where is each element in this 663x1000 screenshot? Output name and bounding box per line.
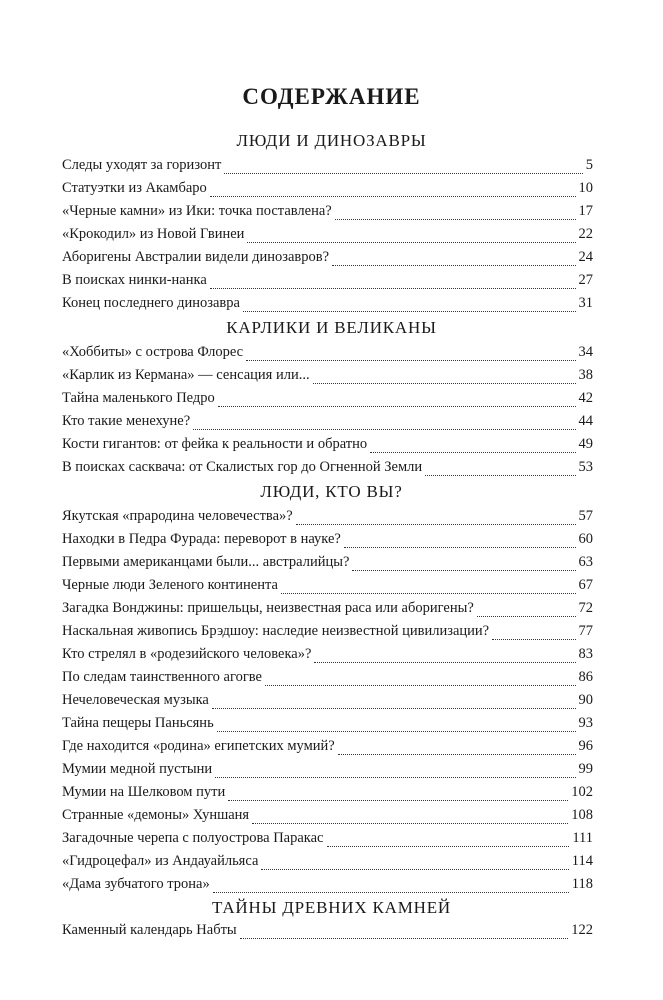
dot-leader <box>246 360 575 361</box>
dot-leader <box>332 265 575 266</box>
page-title: СОДЕРЖАНИЕ <box>242 84 421 109</box>
entry-page: 96 <box>578 738 593 754</box>
dot-leader <box>217 731 576 732</box>
entry-page: 31 <box>578 295 593 311</box>
entry-page: 49 <box>578 436 593 452</box>
entry-title: Первыми американцами были... австралийцы? <box>62 554 350 570</box>
toc-entry[interactable] <box>62 830 593 852</box>
entry-title: Аборигены Австралии видели динозавров? <box>62 249 330 265</box>
entry-page: 122 <box>571 922 593 938</box>
entry-page: 83 <box>578 646 593 662</box>
toc-entry[interactable] <box>62 436 593 458</box>
entry-page: 60 <box>578 531 593 547</box>
toc-entry[interactable] <box>62 600 593 622</box>
entry-title: Следы уходят за горизонт <box>62 157 222 173</box>
entry-title: Нечеловеческая музыка <box>62 692 209 708</box>
entry-page: 77 <box>578 623 593 639</box>
dot-leader <box>296 524 576 525</box>
dot-leader <box>477 616 576 617</box>
entry-title: В поисках нинки-нанка <box>62 272 207 288</box>
entry-page: 53 <box>578 459 593 475</box>
entry-title: Тайна маленького Педро <box>62 390 215 406</box>
entry-page: 102 <box>571 784 593 800</box>
toc-entry[interactable] <box>62 715 593 737</box>
entry-page: 67 <box>578 577 593 593</box>
dot-leader <box>212 708 576 709</box>
entry-page: 42 <box>578 390 593 406</box>
toc-entry[interactable] <box>62 295 593 317</box>
toc-entry[interactable] <box>62 577 593 599</box>
toc-entry[interactable] <box>62 738 593 760</box>
toc-entry[interactable] <box>62 390 593 412</box>
entry-title: Кости гигантов: от фейка к реальности и обратно <box>62 436 368 452</box>
dot-leader <box>261 869 568 870</box>
dot-leader <box>210 196 576 197</box>
dot-leader <box>265 685 576 686</box>
dot-leader <box>210 288 576 289</box>
entry-title: «Карлик из Кермана» — сенсация или... <box>62 367 310 383</box>
entry-page: 86 <box>578 669 593 685</box>
entry-title: «Черные камни» из Ики: точка поставлена? <box>62 203 332 219</box>
dot-leader <box>344 547 576 548</box>
dot-leader <box>247 242 575 243</box>
entry-page: 22 <box>578 226 593 242</box>
toc-entry[interactable] <box>62 807 593 829</box>
entry-page: 108 <box>571 807 593 823</box>
entry-page: 63 <box>578 554 593 570</box>
dot-leader <box>352 570 575 571</box>
entry-page: 90 <box>578 692 593 708</box>
dot-leader <box>370 452 575 453</box>
entry-page: 93 <box>578 715 593 731</box>
entry-title: Тайна пещеры Паньсянь <box>62 715 214 731</box>
entry-title: Где находится «родина» египетских мумий? <box>62 738 335 754</box>
dot-leader <box>338 754 576 755</box>
toc-entry[interactable] <box>62 853 593 875</box>
entry-title: Статуэтки из Акамбаро <box>62 180 207 196</box>
section-heading: ТАЙНЫ ДРЕВНИХ КАМНЕЙ <box>212 898 451 917</box>
entry-title: «Хоббиты» с острова Флорес <box>62 344 244 360</box>
entry-page: 72 <box>578 600 593 616</box>
dot-leader <box>252 823 568 824</box>
toc-entry[interactable] <box>62 692 593 714</box>
toc-entry[interactable] <box>62 180 593 202</box>
section-heading: ЛЮДИ, КТО ВЫ? <box>260 482 403 501</box>
toc-entry[interactable] <box>62 203 593 225</box>
dot-leader <box>425 475 575 476</box>
entry-title: Черные люди Зеленого континента <box>62 577 278 593</box>
entry-page: 118 <box>571 876 593 892</box>
dot-leader <box>492 639 575 640</box>
entry-title: Кто такие менехуне? <box>62 413 191 429</box>
entry-title: Загадочные черепа с полуострова Паракас <box>62 830 324 846</box>
entry-title: Якутская «прародина человечества»? <box>62 508 293 524</box>
dot-leader <box>335 219 576 220</box>
dot-leader <box>314 662 575 663</box>
toc-entry[interactable] <box>62 226 593 248</box>
toc-entry[interactable] <box>62 531 593 553</box>
dot-leader <box>193 429 575 430</box>
entry-title: Кто стрелял в «родезийского человека»? <box>62 646 312 662</box>
toc-entry[interactable] <box>62 761 593 783</box>
entry-page: 38 <box>578 367 593 383</box>
toc-entry[interactable] <box>62 249 593 271</box>
entry-title: Загадка Вонджины: пришельцы, неизвестная раса или аборигены? <box>62 600 474 616</box>
dot-leader <box>243 311 576 312</box>
dot-leader <box>240 938 569 939</box>
entry-page: 99 <box>578 761 593 777</box>
entry-page: 24 <box>578 249 593 265</box>
toc-entry[interactable] <box>62 367 593 389</box>
entry-title: Мумии на Шелковом пути <box>62 784 226 800</box>
dot-leader <box>313 383 576 384</box>
entry-page: 34 <box>578 344 593 360</box>
entry-title: Находки в Педра Фурада: переворот в науке? <box>62 531 341 547</box>
dot-leader <box>327 846 570 847</box>
section-heading: ЛЮДИ И ДИНОЗАВРЫ <box>236 131 427 150</box>
entry-page: 111 <box>572 830 593 846</box>
entry-title: Странные «демоны» Хуншаня <box>62 807 250 823</box>
entry-title: Мумии медной пустыни <box>62 761 213 777</box>
dot-leader <box>224 173 582 174</box>
entry-page: 57 <box>578 508 593 524</box>
dot-leader <box>281 593 576 594</box>
toc-entry[interactable] <box>62 669 593 691</box>
toc-entry[interactable] <box>62 459 593 481</box>
entry-title: «Гидроцефал» из Андауайльяса <box>62 853 259 869</box>
toc-entry[interactable] <box>62 876 593 898</box>
entry-page: 27 <box>578 272 593 288</box>
entry-title: Каменный календарь Набты <box>62 922 237 938</box>
toc-entry[interactable] <box>62 922 593 944</box>
entry-page: 44 <box>578 413 593 429</box>
entry-title: «Дама зубчатого трона» <box>62 876 210 892</box>
entry-title: В поисках сасквача: от Скалистых гор до Огненной Земли <box>62 459 423 475</box>
toc-entry[interactable] <box>62 272 593 294</box>
entry-title: По следам таинственного агогве <box>62 669 262 685</box>
entry-page: 17 <box>578 203 593 219</box>
toc-entry[interactable] <box>62 344 593 366</box>
toc-entry[interactable] <box>62 646 593 668</box>
toc-entry[interactable] <box>62 413 593 435</box>
toc-entry[interactable] <box>62 784 593 806</box>
entry-page: 10 <box>578 180 593 196</box>
entry-page: 114 <box>571 853 593 869</box>
entry-title: Наскальная живопись Брэдшоу: наследие неизвестной цивилизации? <box>62 623 490 639</box>
toc-entry[interactable] <box>62 157 593 179</box>
dot-leader <box>218 406 576 407</box>
entry-title: «Крокодил» из Новой Гвинеи <box>62 226 245 242</box>
section-heading: КАРЛИКИ И ВЕЛИКАНЫ <box>226 318 437 337</box>
dot-leader <box>213 892 569 893</box>
toc-entry[interactable] <box>62 508 593 530</box>
entry-page: 5 <box>585 157 593 173</box>
toc-entry[interactable] <box>62 623 593 645</box>
dot-leader <box>228 800 568 801</box>
entry-title: Конец последнего динозавра <box>62 295 240 311</box>
toc-entry[interactable] <box>62 554 593 576</box>
dot-leader <box>215 777 575 778</box>
